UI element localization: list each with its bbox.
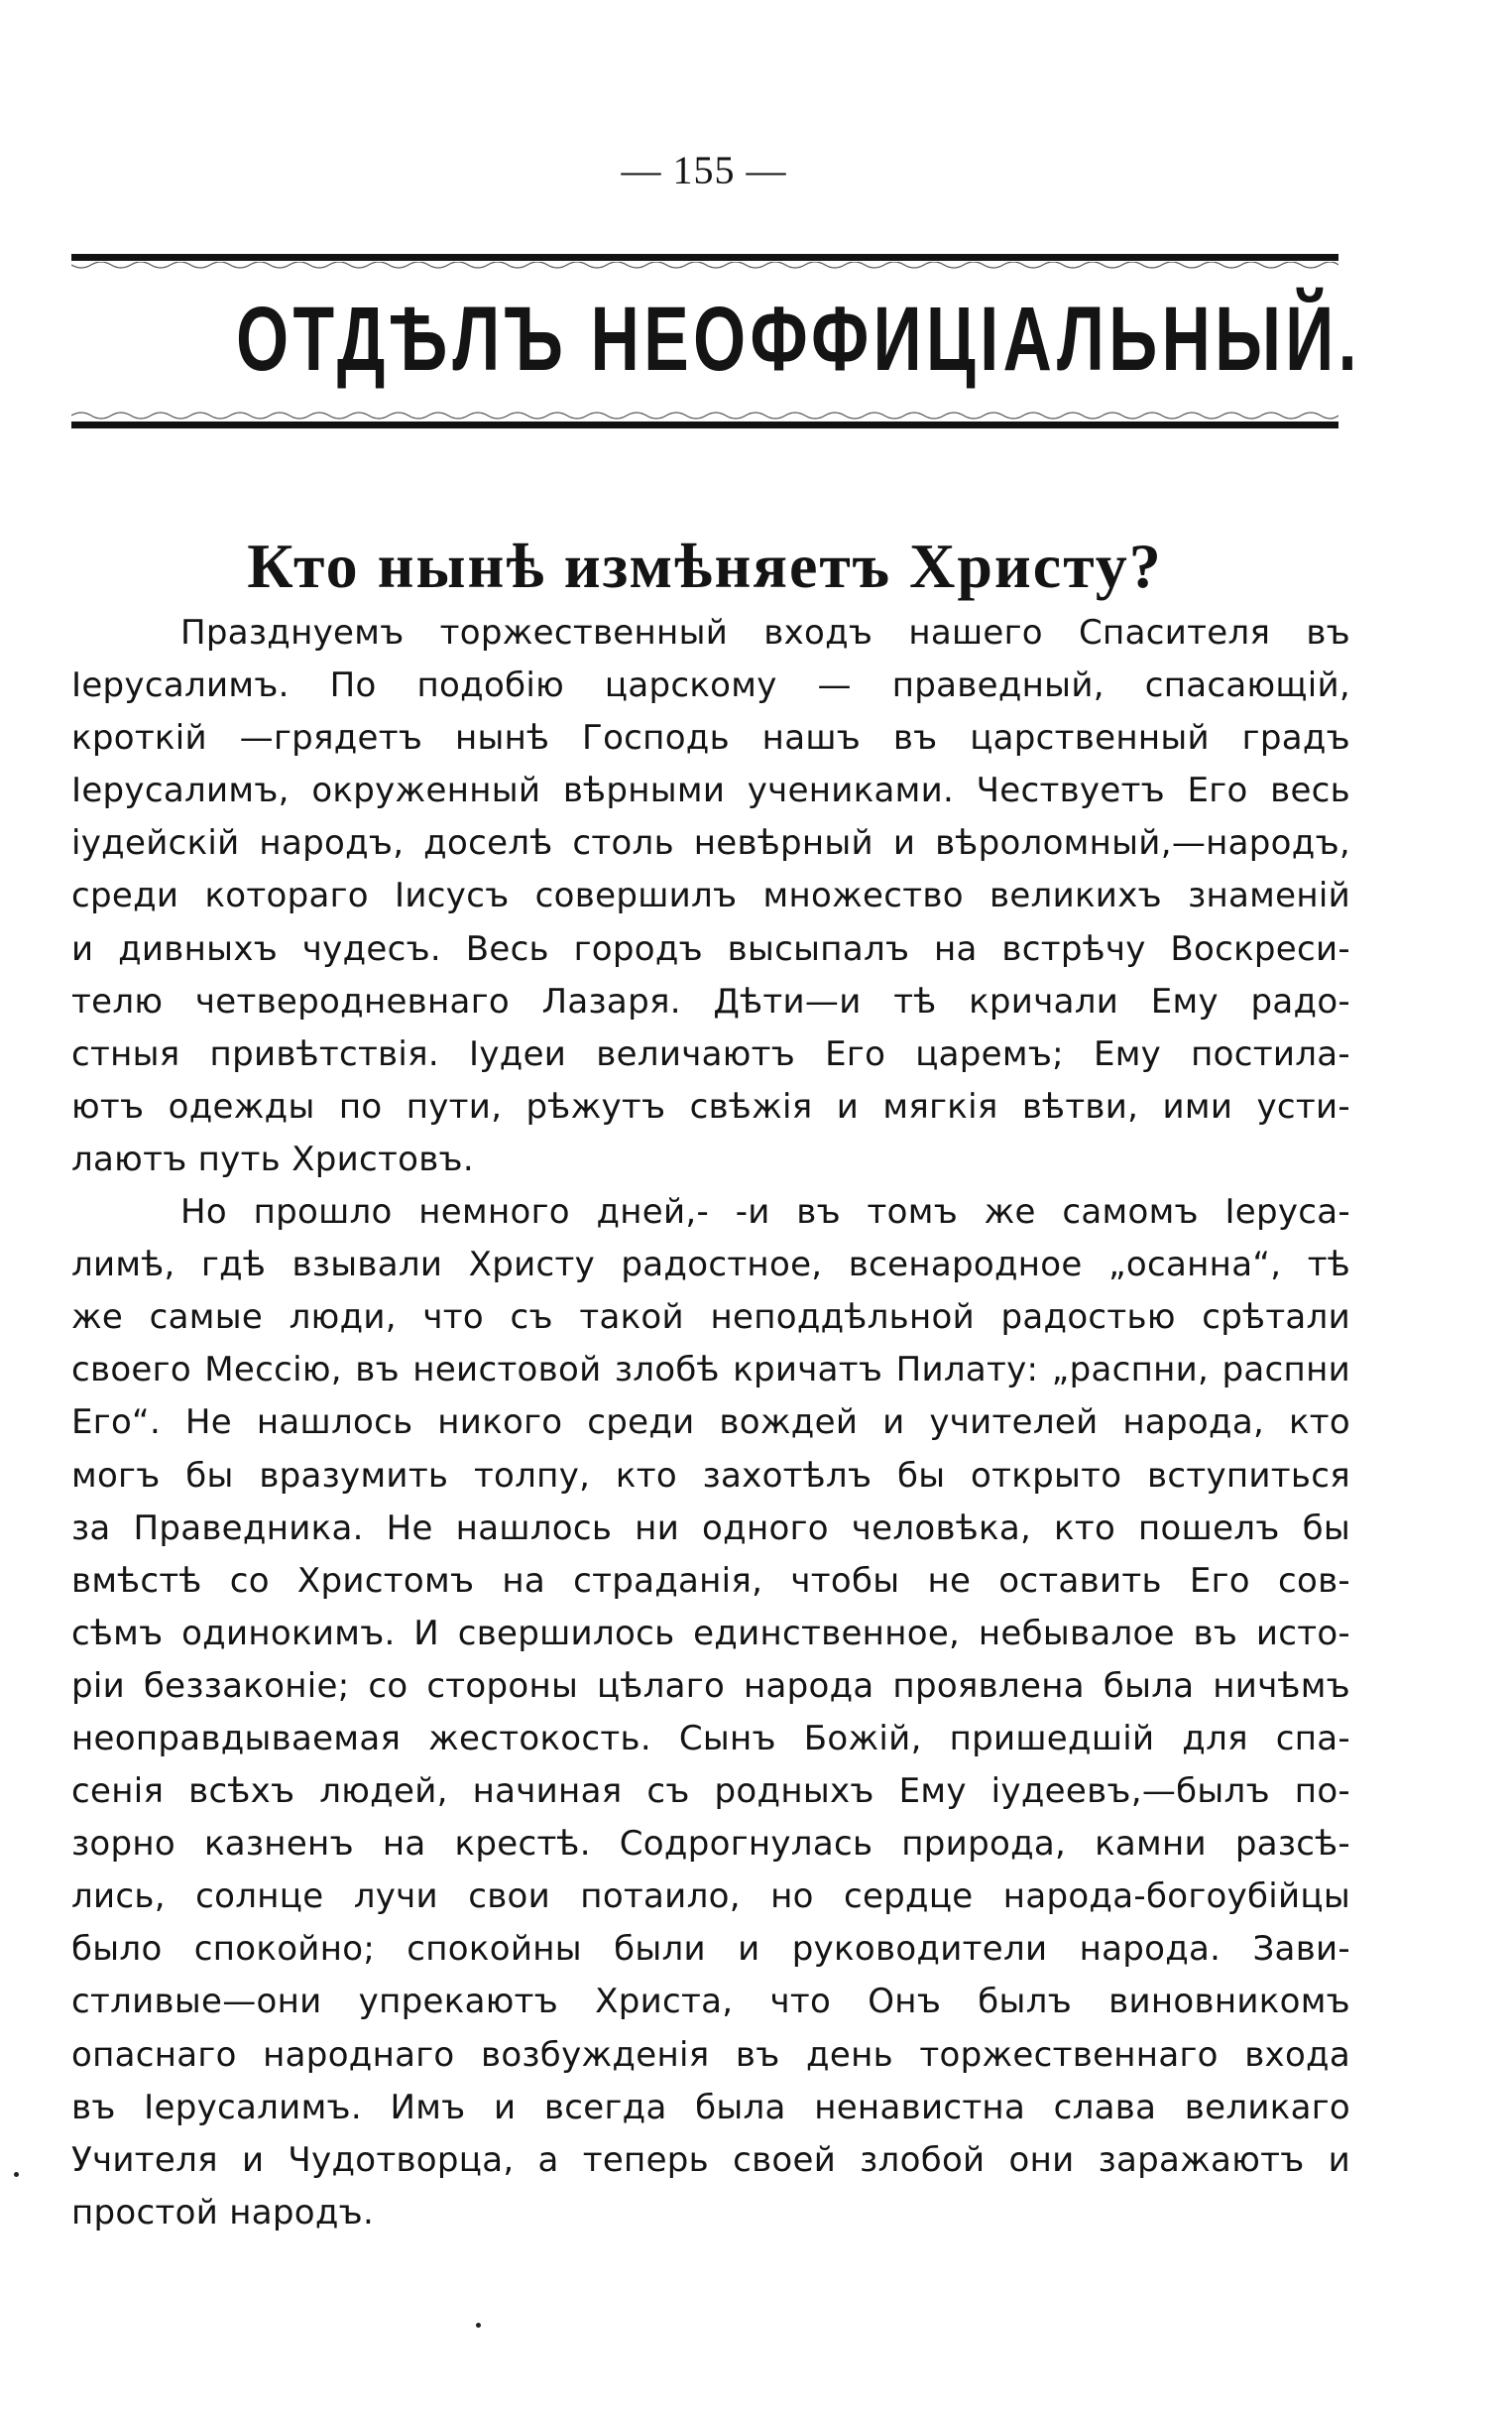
page-number: — 155 —	[621, 148, 787, 192]
article-title: Кто нынѣ измѣняетъ Христу?	[247, 530, 1163, 601]
ink-speck	[476, 2323, 481, 2328]
text-line: было спокойно; спокойны были и руководители народа. Зави-	[71, 1929, 1350, 1970]
text-line: Но прошло немного дней,- -и въ томъ же самомъ Іеруса-	[180, 1192, 1350, 1233]
text-line: Учителя и Чудотворца, а теперь своей злобой они заражаютъ и	[71, 2139, 1350, 2180]
paragraph-2	[71, 1186, 1350, 2239]
text-line: и дивныхъ чудесъ. Весь городъ высыпалъ на встрѣчу Воскреси-	[71, 928, 1350, 969]
section-heading: ОТДѢЛЪ НЕОФФИЦІАЛЬНЫЙ.	[236, 289, 1362, 390]
bottom-ornament-wave	[71, 410, 1338, 420]
text-line: Празднуемъ торжественный входъ нашего Спасителя въ	[180, 613, 1350, 653]
text-line: же самые люди, что съ такой неподдѣльной радостью срѣтали	[71, 1297, 1350, 1338]
text-line: могъ бы вразумить толпу, кто захотѣлъ бы открыто вступиться	[71, 1455, 1350, 1496]
text-line: за Праведника. Не нашлось ни одного человѣка, кто пошелъ бы	[71, 1508, 1350, 1548]
top-ornament-wave	[71, 262, 1338, 272]
bottom-rule	[71, 422, 1338, 428]
text-line: Его“. Не нашлось никого среди вождей и учителей народа, кто	[71, 1402, 1350, 1443]
text-line: стливые—они упрекаютъ Христа, что Онъ былъ виновникомъ	[71, 1982, 1350, 2022]
text-line: лись, солнце лучи свои потаило, но сердце народа-богоубійцы	[71, 1876, 1350, 1917]
text-line: лимѣ, гдѣ взывали Христу радостное, всенародное „осанна“, тѣ	[71, 1245, 1350, 1285]
text-line: лаютъ путь Христовъ.	[71, 1139, 474, 1179]
text-line: Іерусалимъ, окруженный вѣрными учениками. Чествуетъ Его весь	[71, 771, 1350, 811]
text-line: стныя привѣтствія. Іудеи величаютъ Его царемъ; Ему постила-	[71, 1033, 1350, 1074]
top-rule	[71, 254, 1338, 261]
article-body	[71, 607, 1350, 2239]
text-line: опаснаго народнаго возбужденія въ день торжественнаго входа	[71, 2034, 1350, 2075]
text-line: неоправдываемая жестокость. Сынъ Божій, пришедшій для спа-	[71, 1718, 1350, 1758]
text-line: ріи беззаконіе; со стороны цѣлаго народа проявлена была ничѣмъ	[71, 1665, 1350, 1706]
text-line: зорно казненъ на крестѣ. Содрогнулась природа, камни разсѣ-	[71, 1824, 1350, 1865]
text-line: телю четверодневнаго Лазаря. Дѣти—и тѣ кричали Ему радо-	[71, 981, 1350, 1022]
text-line: вмѣстѣ со Христомъ на страданія, чтобы не оставить Его сов-	[71, 1560, 1350, 1601]
ink-speck	[14, 2172, 19, 2177]
text-line: іудейскій народъ, доселѣ столь невѣрный и вѣроломный,—народъ,	[71, 823, 1350, 864]
text-line: въ Іерусалимъ. Имъ и всегда была ненавистна слава великаго	[71, 2087, 1350, 2127]
text-line: сѣмъ одинокимъ. И свершилось единственное, небывалое въ исто-	[71, 1613, 1350, 1653]
text-line: ютъ одежды по пути, рѣжутъ свѣжія и мягкія вѣтви, ими усти-	[71, 1086, 1350, 1127]
text-line: Іерусалимъ. По подобію царскому — праведный, спасающій,	[71, 665, 1350, 706]
text-line: среди котораго Іисусъ совершилъ множество великихъ знаменій	[71, 876, 1350, 916]
paragraph-1	[71, 607, 1350, 1186]
text-line: простой народъ.	[71, 2192, 375, 2232]
text-line: своего Мессію, въ неистовой злобѣ кричатъ Пилату: „распни, распни	[71, 1350, 1350, 1390]
text-line: кроткій —грядетъ нынѣ Господь нашъ въ царственный градъ	[71, 718, 1350, 759]
text-line: сенія всѣхъ людей, начиная съ родныхъ Ему іудеевъ,—былъ по-	[71, 1771, 1350, 1812]
